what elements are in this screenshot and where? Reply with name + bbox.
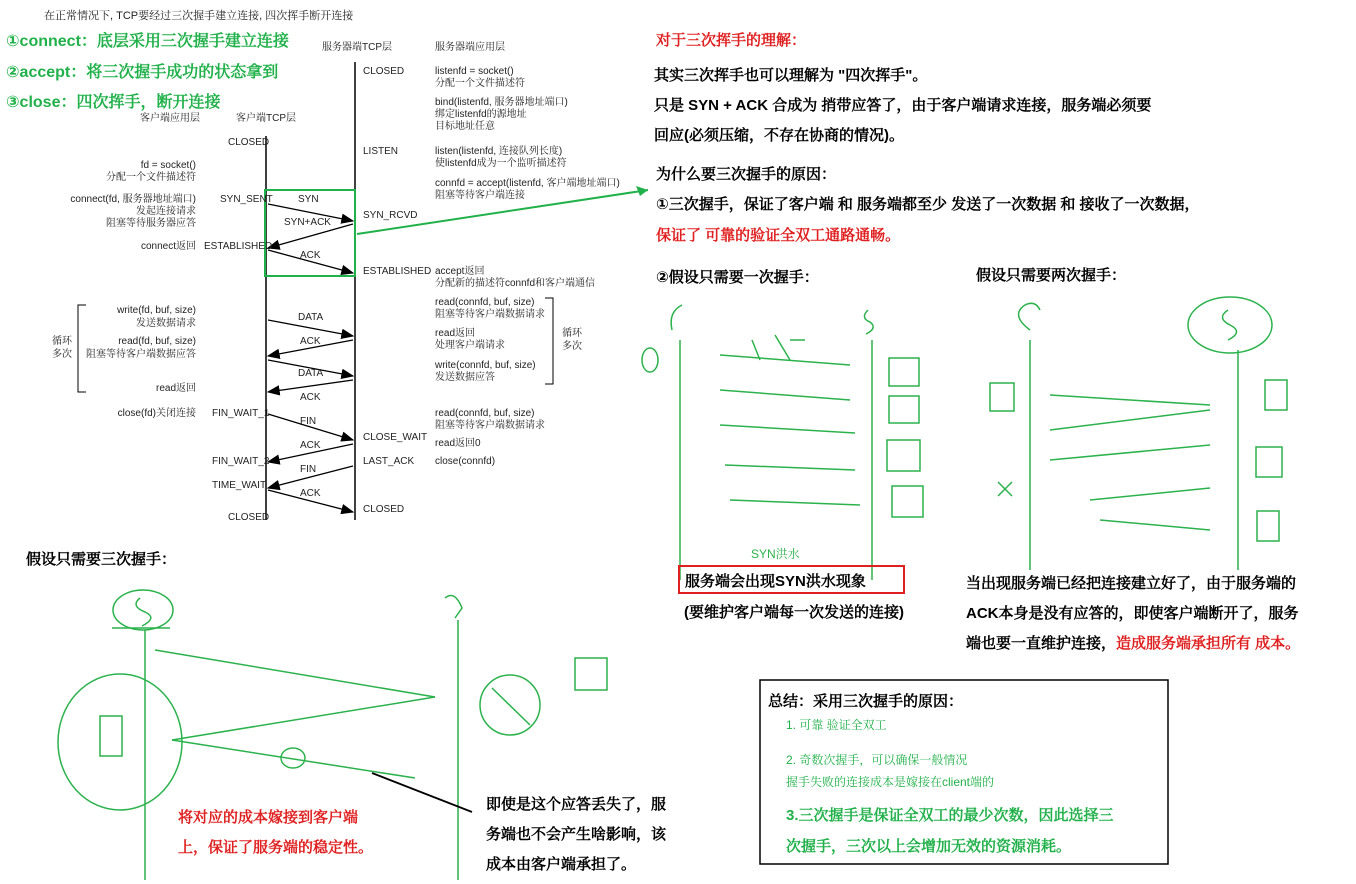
case-one-handshake: ②假设只需要一次握手： [656,269,819,286]
server-accept-return: accept返回 [435,266,485,277]
close-heading: ③close：四次挥手，断开连接 [6,94,221,111]
lost-ack-note: 即使是这个应答丢失了，服 [486,796,667,813]
server-read-zero: read返回0 [435,438,481,449]
two-handshake-para: 当出现服务端已经把连接建立好了，由于服务端的 [966,575,1297,592]
client-read: read(fd, buf, size) [118,336,196,347]
two-handshake-para: ACK本身是没有应答的，即使客户端断开了，服务 [966,605,1299,622]
server-accept-desc: 阻塞等待客户端连接 [435,190,525,201]
server-state: CLOSE_WAIT [363,432,428,443]
client-close: close(fd)关闭连接 [117,408,196,419]
col-client-app: 客户端应用层 [140,113,200,124]
arrow-label: FIN [300,416,317,427]
client-read-desc: 阻塞等待客户端数据应答 [86,349,196,360]
note-pointer [372,773,472,812]
server-socket: listenfd = socket() [435,66,514,77]
two-handshake-para-last [966,632,1300,653]
client-state: SYN_SENT [220,194,273,205]
arrow-label: ACK [300,250,321,261]
client-state: FIN_WAIT_2 [212,456,270,467]
top-note: 在正常情况下, TCP要经过三次握手建立连接, 四次挥手断开连接 [44,10,354,22]
lost-ack-note: 成本由客户端承担了。 [486,856,637,873]
two-handshake-sketch [990,297,1287,570]
client-state: FIN_WAIT_1 [212,408,270,419]
server-read-return-desc: 处理客户端请求 [435,340,505,351]
arrow-label: ACK [300,392,321,403]
summary-item-1: 1. 可靠 验证全双工 [786,718,887,732]
accept-heading: ②accept：将三次握手成功的状态拿到 [6,64,279,81]
client-write-desc: 发送数据请求 [136,318,196,329]
arrow-label: ACK [300,440,321,451]
arrow-label: FIN [300,464,317,475]
server-bind: bind(listenfd, 服务器地址端口) [435,97,568,108]
server-state: LAST_ACK [363,456,415,467]
client-write: write(fd, buf, size) [117,305,196,316]
client-state: TIME_WAIT [212,480,267,491]
server-socket-desc: 分配一个文件描述符 [435,78,525,89]
summary-item-2: 2. 奇数次握手，可以确保一般情况 [786,753,968,767]
server-read-return: read返回 [435,328,476,339]
client-socket: fd = socket() [140,160,196,171]
summary-item-3: 3.三次握手是保证全双工的最少次数，因此选择三 [786,807,1114,824]
two-handshake-text: 端也要一直维护连接， [966,635,1117,652]
arrow-label: SYN [298,194,319,205]
syn-flood-text: 服务端会出现SYN洪水现象 [685,573,866,590]
right-title: 对于三次挥手的理解： [656,32,807,49]
client-connect-desc: 阻塞等待服务器应答 [106,218,196,229]
server-write-desc: 发送数据应答 [435,372,495,383]
arrow-label: SYN+ACK [284,217,331,228]
syn-flood-note: (要维护客户端每一次发送的连接) [684,604,904,621]
client-connect-desc: 发起连接请求 [136,206,196,217]
client-connect: connect(fd, 服务器地址端口) [70,194,196,205]
summary-item-2b: 握手失败的连接成本是嫁接在client端的 [786,775,995,789]
client-read-return: read返回 [155,383,196,394]
client-loop-brace [78,305,86,392]
client-state: CLOSED [228,512,270,523]
reason-1: ①三次握手，保证了客户端 和 服务端都至少 发送了一次数据 和 接收了一次数据， [656,196,1200,213]
right-para: 其实三次挥手也可以理解为 "四次挥手"。 [654,67,928,84]
client-loop-label: 多次 [52,349,72,360]
arrow-label: DATA [298,312,324,323]
one-handshake-sketch [642,305,923,580]
client-state: ESTABLISHED [204,241,273,252]
right-para: 回应(必须压缩，不存在协商的情况)。 [654,127,904,144]
server-accept-return-desc: 分配新的描述符connfd和客户端通信 [435,278,596,289]
server-loop-brace [545,298,553,384]
col-client-tcp: 客户端TCP层 [236,113,296,124]
summary-item-3b: 次握手，三次以上会增加无效的资源消耗。 [786,838,1072,855]
case-two-handshake: 假设只需要两次握手： [976,267,1127,284]
summary-title: 总结：采用三次握手的原因： [768,693,964,710]
server-bind-desc: 目标地址任意 [435,121,495,132]
cost-shift-line1: 将对应的成本嫁接到客户端 [178,809,359,826]
server-state: CLOSED [363,504,405,515]
server-loop-label: 循环 [562,328,582,339]
arrow-label: ACK [300,336,321,347]
syn-flood-label: SYN洪水 [751,547,800,561]
server-loop-label: 多次 [562,341,582,352]
client-socket-desc: 分配一个文件描述符 [106,172,196,183]
case-three-handshake: 假设只需要三次握手： [26,551,177,568]
server-read2: read(connfd, buf, size) [435,408,535,419]
right-para: 只是 SYN + ACK 合成为 捎带应答了，由于客户端请求连接，服务端必须要 [654,97,1152,114]
server-state: LISTEN [363,146,399,157]
cost-shift-line2: 上，保证了服务端的稳定性。 [178,839,374,856]
arrow-label: DATA [298,368,324,379]
two-handshake-red: 造成服务端承担所有 成本。 [1116,635,1301,652]
server-state: SYN_RCVD [363,210,418,221]
server-write: write(connfd, buf, size) [435,360,536,371]
arrow-label: ACK [300,488,321,499]
server-bind-desc: 绑定listenfd的源地址 [435,109,527,120]
server-read: read(connfd, buf, size) [435,297,535,308]
lost-ack-note: 务端也不会产生啥影响，该 [486,826,667,843]
reason-1-red: 保证了 可靠的验证全双工通路通畅。 [656,227,901,244]
server-state: ESTABLISHED [363,266,432,277]
server-listen: listen(listenfd, 连接队列长度) [435,146,563,157]
col-server-app: 服务器端应用层 [435,42,505,53]
client-loop-label: 循环 [52,336,72,347]
server-state: CLOSED [363,66,405,77]
server-accept: connfd = accept(listenfd, 客户端地址端口) [435,178,620,189]
connect-heading: ①connect：底层采用三次握手建立连接 [6,33,289,50]
client-connect-return: connect返回 [140,241,196,252]
server-read2-desc: 阻塞等待客户端数据请求 [435,420,545,431]
why-heading: 为什么要三次握手的原因： [656,166,837,183]
server-close: close(connfd) [435,456,496,467]
server-read-desc: 阻塞等待客户端数据请求 [435,309,545,320]
col-server-tcp: 服务器端TCP层 [322,42,392,53]
client-state: CLOSED [228,137,270,148]
server-listen-desc: 使listenfd成为一个监听描述符 [435,158,567,169]
